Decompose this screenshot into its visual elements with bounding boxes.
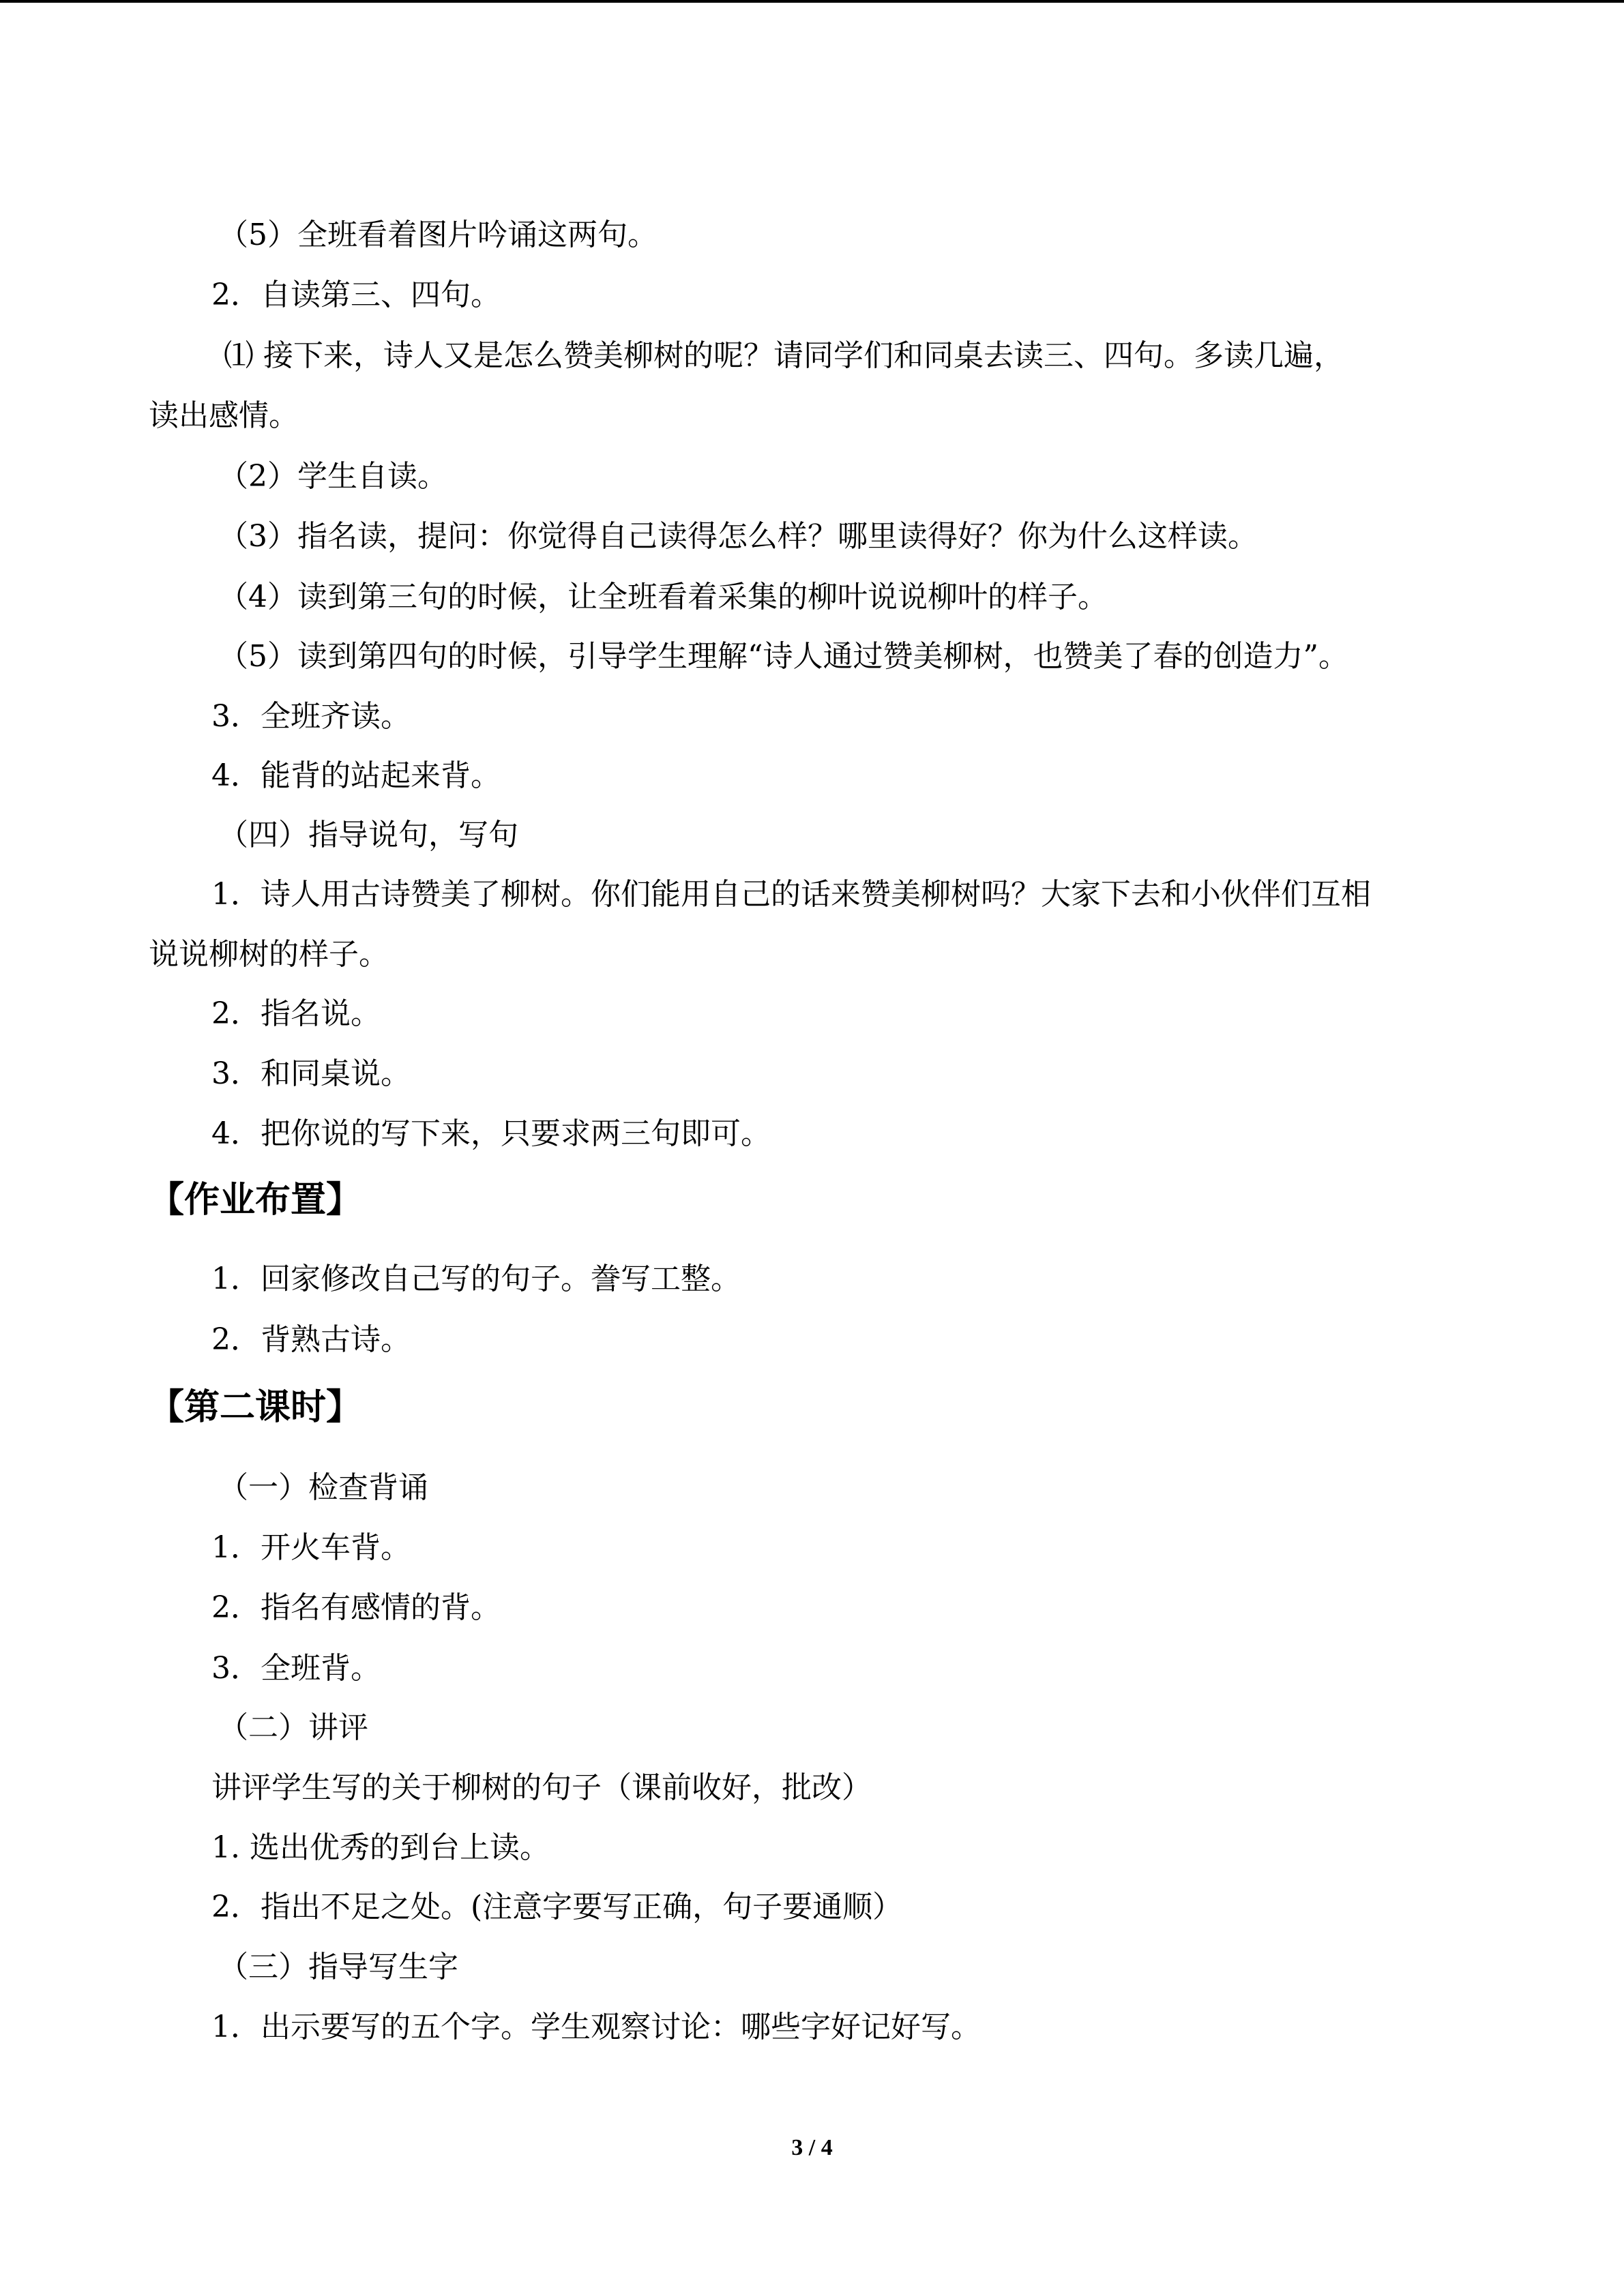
text-line: （3）指名读，提问：你觉得自己读得怎么样？哪里读得好？你为什么这样读。	[218, 519, 1258, 554]
text-line: 1. 选出优秀的到台上读。	[211, 1830, 550, 1865]
text-line: 4．把你说的写下来，只要求两三句即可。	[211, 1116, 771, 1151]
text-line: 说说柳树的样子。	[149, 937, 389, 972]
section-title-second-lesson: 【第二课时】	[149, 1387, 362, 1428]
text-line: （5）读到第四句的时候，引导学生理解“诗人通过赞美柳树，也赞美了春的创造力”。	[218, 639, 1348, 674]
section-title-homework: 【作业布置】	[149, 1180, 362, 1221]
text-line: 1．回家修改自己写的句子。誊写工整。	[211, 1262, 741, 1296]
text-line: 1．开火车背。	[211, 1530, 411, 1565]
section-heading: （二）讲评	[218, 1710, 368, 1745]
section-heading: （三）指导写生字	[218, 1950, 458, 1984]
text-line: （5）全班看着图片吟诵这两句。	[218, 218, 658, 252]
section-heading: （一）检查背诵	[218, 1470, 428, 1505]
text-line: 2．指出不足之处。(注意字要写正确，句子要通顺）	[211, 1890, 903, 1924]
text-line: 讲评学生写的关于柳树的句子（课前收好，批改）	[211, 1770, 872, 1805]
text-line: 2．自读第三、四句。	[211, 278, 501, 312]
text-line: 3．全班齐读。	[211, 699, 411, 734]
text-line: 2．指名有感情的背。	[211, 1590, 501, 1625]
text-line: 3．全班背。	[211, 1651, 381, 1686]
text-line: 读出感情。	[149, 398, 299, 433]
section-heading: （四）指导说句，写句	[218, 818, 518, 852]
text-line: 2．指名说。	[211, 996, 381, 1031]
page-number: 3 / 4	[791, 2135, 833, 2160]
text-line: 1．出示要写的五个字。学生观察讨论：哪些字好记好写。	[211, 2010, 981, 2044]
text-line: 1．诗人用古诗赞美了柳树。你们能用自己的话来赞美柳树吗？大家下去和小伙伴们互相	[211, 877, 1371, 912]
text-line: （2）学生自读。	[218, 459, 447, 494]
text-line: （4）读到第三句的时候，让全班看着采集的柳叶说说柳叶的样子。	[218, 580, 1108, 614]
text-line: ⑴ 接下来，诗人又是怎么赞美柳树的呢？请同学们和同桌去读三、四句。多读几遍，	[224, 338, 1344, 373]
text-line: 4．能背的站起来背。	[211, 758, 501, 793]
text-line: 2．背熟古诗。	[211, 1322, 411, 1357]
text-line: 3．和同桌说。	[211, 1056, 411, 1091]
